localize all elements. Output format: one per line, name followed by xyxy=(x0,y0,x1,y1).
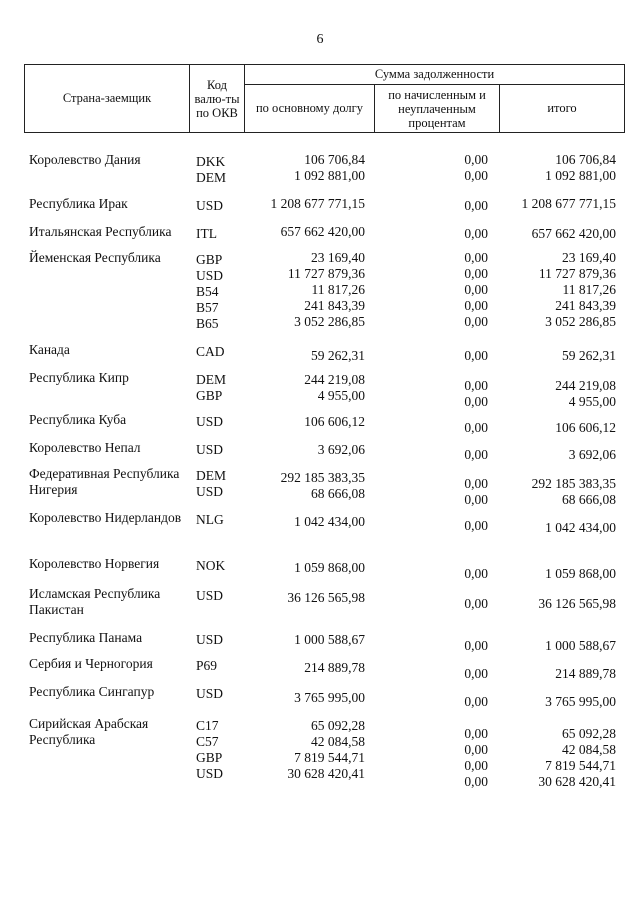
total-amount: 36 126 565,98 xyxy=(538,596,616,611)
total-amount: 292 185 383,35 xyxy=(531,476,616,491)
principal-amount: 42 084,58 xyxy=(311,734,365,749)
total-amount: 30 628 420,41 xyxy=(538,774,616,789)
total-amount: 1 059 868,00 xyxy=(545,566,616,581)
country-name: Королевство Нидерландов xyxy=(29,510,182,525)
interest-amount: 0,00 xyxy=(464,394,488,409)
interest-amount: 0,00 xyxy=(464,726,488,741)
total-amount: 4 955,00 xyxy=(568,394,616,409)
interest-amount: 0,00 xyxy=(464,378,488,393)
currency-code: USD xyxy=(196,588,224,603)
interest-amount: 0,00 xyxy=(464,250,488,265)
interest-amount: 0,00 xyxy=(464,758,488,773)
table-row xyxy=(0,412,640,435)
currency-code-column xyxy=(196,512,224,528)
country-name: Федеративная Республика Нигерия xyxy=(29,466,180,497)
total-amount: 657 662 420,00 xyxy=(531,226,616,241)
total-amount-column xyxy=(522,196,617,212)
total-amount: 1 208 677 771,15 xyxy=(521,196,616,211)
interest-amount: 0,00 xyxy=(464,282,488,297)
currency-code: DEM xyxy=(196,372,226,387)
country-name: Республика Куба xyxy=(29,412,127,427)
interest-amount-column xyxy=(464,566,488,582)
currency-code: USD xyxy=(196,268,224,283)
interest-amount-column xyxy=(464,666,488,682)
header-country: Страна-заемщик xyxy=(25,65,190,133)
interest-amount: 0,00 xyxy=(464,638,488,653)
principal-amount: 30 628 420,41 xyxy=(287,766,365,781)
currency-code: DKK xyxy=(196,154,226,169)
table-row xyxy=(0,466,640,507)
currency-code-column xyxy=(196,414,223,430)
currency-code: GBP xyxy=(196,388,223,403)
currency-code: B65 xyxy=(196,316,219,331)
interest-amount: 0,00 xyxy=(464,566,488,581)
principal-amount-column xyxy=(271,196,366,212)
principal-amount-column xyxy=(281,470,365,502)
table-row xyxy=(0,556,640,581)
country-name: Йеменская Республика xyxy=(29,250,161,265)
total-amount: 106 706,84 xyxy=(555,152,616,167)
interest-amount-column xyxy=(464,476,488,508)
principal-amount: 214 889,78 xyxy=(304,660,365,675)
interest-amount: 0,00 xyxy=(464,420,488,435)
table-row xyxy=(0,440,640,462)
country-name: Королевство Непал xyxy=(29,440,141,455)
currency-code-column xyxy=(196,344,225,360)
country-name: Итальянская Республика xyxy=(29,224,172,239)
currency-code: B54 xyxy=(196,284,219,299)
total-amount: 23 169,40 xyxy=(562,250,616,265)
currency-code: DEM xyxy=(196,468,226,483)
country-name: Королевство Норвегия xyxy=(29,556,160,571)
principal-amount-column xyxy=(304,660,365,676)
principal-amount-column xyxy=(294,152,365,184)
principal-amount-column xyxy=(294,514,365,530)
principal-amount: 3 765 995,00 xyxy=(294,690,365,705)
currency-code-column xyxy=(196,632,223,648)
currency-code: C17 xyxy=(196,718,219,733)
currency-code: USD xyxy=(196,442,224,457)
total-amount-column xyxy=(538,726,616,790)
principal-amount: 23 169,40 xyxy=(311,250,365,265)
principal-amount: 11 727 879,36 xyxy=(287,266,365,281)
interest-amount-column xyxy=(464,378,488,410)
interest-amount: 0,00 xyxy=(464,742,488,757)
interest-amount-column xyxy=(464,348,488,364)
currency-code: NOK xyxy=(196,558,226,573)
interest-amount: 0,00 xyxy=(464,694,488,709)
country-name: Королевство Дания xyxy=(29,152,141,167)
total-amount: 241 843,39 xyxy=(555,298,616,313)
total-amount: 3 692,06 xyxy=(568,447,616,462)
total-amount: 68 666,08 xyxy=(562,492,616,507)
interest-amount-column xyxy=(464,726,488,790)
total-amount-column xyxy=(555,420,616,436)
total-amount-column xyxy=(555,666,616,682)
country-name: Канада xyxy=(29,342,70,357)
table-row xyxy=(0,224,640,241)
principal-amount-column xyxy=(288,250,365,330)
interest-amount: 0,00 xyxy=(464,298,488,313)
principal-amount-column xyxy=(294,560,365,576)
total-amount: 65 092,28 xyxy=(562,726,616,741)
total-amount-column xyxy=(555,378,616,410)
currency-code: USD xyxy=(196,414,224,429)
table-row xyxy=(0,342,640,363)
header-interest: по начисленным и неуплаченным процентам xyxy=(375,85,500,133)
principal-amount-column xyxy=(304,372,365,404)
interest-amount: 0,00 xyxy=(464,518,488,533)
total-amount: 214 889,78 xyxy=(555,666,616,681)
table-header xyxy=(24,64,625,133)
currency-code: USD xyxy=(196,686,224,701)
total-amount: 11 817,26 xyxy=(562,282,616,297)
currency-code-column xyxy=(196,442,223,458)
currency-code-column xyxy=(196,198,223,214)
currency-code-column xyxy=(196,468,226,500)
interest-amount-column xyxy=(464,694,488,710)
principal-amount: 292 185 383,35 xyxy=(280,470,365,485)
principal-amount: 36 126 565,98 xyxy=(287,590,365,605)
principal-amount: 241 843,39 xyxy=(304,298,365,313)
country-name: Сирийская Арабская Республика xyxy=(29,716,149,747)
currency-code-column xyxy=(196,252,223,332)
interest-amount: 0,00 xyxy=(464,198,488,213)
principal-amount: 59 262,31 xyxy=(311,348,365,363)
total-amount: 3 052 286,85 xyxy=(545,314,616,329)
principal-amount-column xyxy=(294,632,365,648)
country-name: Республика Ирак xyxy=(29,196,128,211)
currency-code: ITL xyxy=(196,226,217,241)
total-amount: 1 000 588,67 xyxy=(545,638,616,653)
principal-amount: 11 817,26 xyxy=(311,282,365,297)
table-row xyxy=(0,370,640,409)
principal-amount: 68 666,08 xyxy=(311,486,365,501)
interest-amount-column xyxy=(464,638,488,654)
principal-amount: 1 000 588,67 xyxy=(294,632,365,647)
currency-code: DEM xyxy=(196,170,226,185)
page-number: 6 xyxy=(316,32,324,47)
principal-amount: 244 219,08 xyxy=(304,372,365,387)
currency-code-column xyxy=(196,588,223,604)
currency-code: USD xyxy=(196,632,224,647)
principal-amount: 1 208 677 771,15 xyxy=(270,196,365,211)
table-row xyxy=(0,630,640,653)
interest-amount: 0,00 xyxy=(464,348,488,363)
interest-amount: 0,00 xyxy=(464,774,488,789)
principal-amount: 1 059 868,00 xyxy=(294,560,365,575)
principal-amount: 65 092,28 xyxy=(311,718,365,733)
currency-code: CAD xyxy=(196,344,225,359)
interest-amount-column xyxy=(464,226,488,242)
interest-amount: 0,00 xyxy=(464,492,488,507)
total-amount: 7 819 544,71 xyxy=(545,758,616,773)
header-principal: по основному долгу xyxy=(245,85,375,133)
total-amount-column xyxy=(545,694,616,710)
currency-code: USD xyxy=(196,198,224,213)
interest-amount: 0,00 xyxy=(464,266,488,281)
header-sum: Сумма задолженности xyxy=(245,65,625,85)
currency-code-column xyxy=(196,226,217,242)
table-row xyxy=(0,684,640,709)
total-amount: 3 765 995,00 xyxy=(545,694,616,709)
currency-code: GBP xyxy=(196,252,223,267)
currency-code-column xyxy=(196,558,225,574)
interest-amount-column xyxy=(464,420,488,436)
total-amount-column xyxy=(532,226,616,242)
principal-amount: 1 092 881,00 xyxy=(294,168,365,183)
principal-amount: 106 706,84 xyxy=(304,152,365,167)
principal-amount: 4 955,00 xyxy=(317,388,365,403)
total-amount-column xyxy=(539,250,616,330)
table-row xyxy=(0,656,640,681)
total-amount: 59 262,31 xyxy=(562,348,616,363)
principal-amount-column xyxy=(287,590,365,606)
interest-amount: 0,00 xyxy=(464,152,488,167)
total-amount-column xyxy=(545,638,616,654)
principal-amount: 7 819 544,71 xyxy=(294,750,365,765)
total-amount: 42 084,58 xyxy=(562,742,616,757)
total-amount-column xyxy=(545,566,616,582)
principal-amount-column xyxy=(311,348,365,364)
country-name: Исламская Республика Пакистан xyxy=(29,586,161,617)
total-amount-column xyxy=(532,476,616,508)
principal-amount: 1 042 434,00 xyxy=(294,514,365,529)
currency-code-column xyxy=(196,658,217,674)
currency-code-column xyxy=(196,718,223,782)
interest-amount-column xyxy=(464,250,488,330)
interest-amount-column xyxy=(464,152,488,184)
total-amount: 1 092 881,00 xyxy=(545,168,616,183)
principal-amount-column xyxy=(318,442,365,458)
total-amount: 244 219,08 xyxy=(555,378,616,393)
table-row xyxy=(0,250,640,331)
currency-code: B57 xyxy=(196,300,219,315)
currency-code-column xyxy=(196,686,223,702)
interest-amount: 0,00 xyxy=(464,314,488,329)
total-amount-column xyxy=(569,447,616,463)
table-row xyxy=(0,716,640,789)
principal-amount-column xyxy=(304,414,365,430)
principal-amount-column xyxy=(287,718,365,782)
interest-amount: 0,00 xyxy=(464,447,488,462)
interest-amount-column xyxy=(464,198,488,214)
total-amount-column xyxy=(545,152,616,184)
interest-amount: 0,00 xyxy=(464,168,488,183)
currency-code-column xyxy=(196,154,226,186)
currency-code: GBP xyxy=(196,750,223,765)
principal-amount: 3 052 286,85 xyxy=(294,314,365,329)
total-amount-column xyxy=(562,348,616,364)
table-row xyxy=(0,152,640,185)
total-amount: 11 727 879,36 xyxy=(538,266,616,281)
interest-amount-column xyxy=(464,447,488,463)
interest-amount: 0,00 xyxy=(464,596,488,611)
interest-amount-column xyxy=(464,518,488,534)
principal-amount: 3 692,06 xyxy=(317,442,365,457)
header-code: Код валю-ты по ОКВ xyxy=(190,65,245,133)
principal-amount-column xyxy=(281,224,365,240)
interest-amount: 0,00 xyxy=(464,476,488,491)
total-amount-column xyxy=(538,596,616,612)
country-name: Республика Кипр xyxy=(29,370,129,385)
currency-code: NLG xyxy=(196,512,224,527)
currency-code: USD xyxy=(196,766,224,781)
currency-code: C57 xyxy=(196,734,219,749)
currency-code-column xyxy=(196,372,226,404)
table-row xyxy=(0,586,640,617)
total-amount-column xyxy=(545,520,616,536)
currency-code: P69 xyxy=(196,658,218,673)
header-total: итого xyxy=(500,85,625,133)
total-amount: 106 606,12 xyxy=(555,420,616,435)
table-row xyxy=(0,196,640,213)
country-name: Республика Панама xyxy=(29,630,143,645)
principal-amount: 106 606,12 xyxy=(304,414,365,429)
interest-amount: 0,00 xyxy=(464,666,488,681)
principal-amount: 657 662 420,00 xyxy=(280,224,365,239)
total-amount: 1 042 434,00 xyxy=(545,520,616,535)
currency-code: USD xyxy=(196,484,224,499)
interest-amount-column xyxy=(464,596,488,612)
country-name: Сербия и Черногория xyxy=(29,656,153,671)
interest-amount: 0,00 xyxy=(464,226,488,241)
country-name: Республика Сингапур xyxy=(29,684,155,699)
table-row xyxy=(0,510,640,535)
principal-amount-column xyxy=(294,690,365,706)
